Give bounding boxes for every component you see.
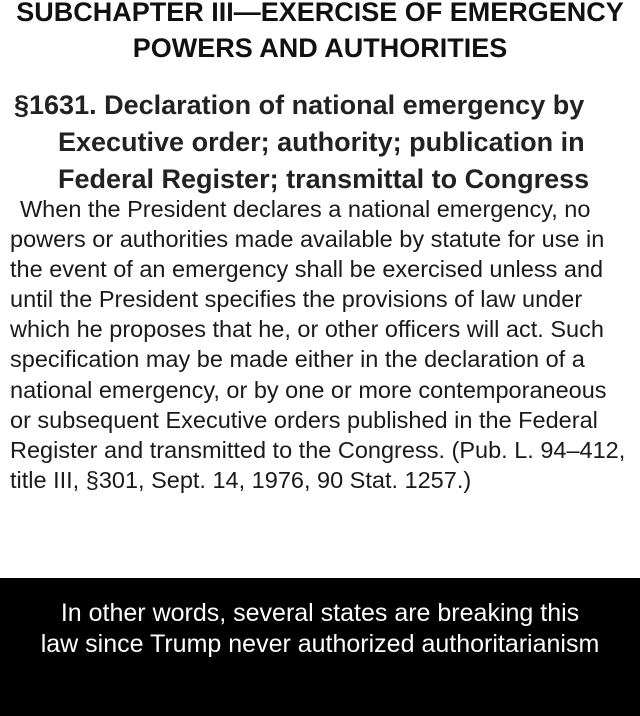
section-heading: §1631. Declaration of national emergency by Executive order; authority; publication in Federal Register; transmittal to Congress [14,90,590,194]
caption-text: In other words, several states are breaking this law since Trump never authorized authoritarianism [40,599,600,658]
chapter-title: SUBCHAPTER III—EXERCISE OF EMERGENCY POWERS AND AUTHORITIES [16,0,624,63]
caption-bar [0,578,640,716]
section-body: When the President declares a national emergency, no powers or authorities made available by statute for use in the event of an emergency shall be exercised unless and until the President specifies the provisions of law under which he proposes that he, or other officers will act. Such specification may be made either in the declaration of a national emergency, or by one or more contemporaneous or subsequent Executive orders published in the Federal Register and transmitted to the Congress. (Pub. L. 94–412, title III, §301, Sept. 14, 1976, 90 Stat. 1257.) [10,196,626,493]
